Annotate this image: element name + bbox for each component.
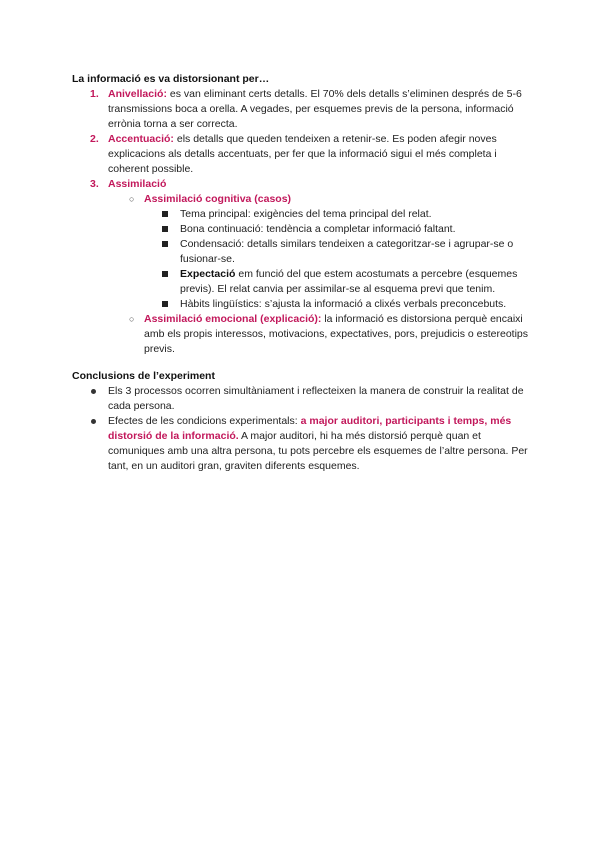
term-label: Assimilació [108, 178, 167, 190]
term-label: Anivellació: [108, 88, 167, 100]
sublist-item-cognitiva [72, 192, 532, 207]
spacer [72, 357, 532, 369]
document-page [72, 72, 532, 474]
subsub-text: Tema principal: exigències del tema principal del relat. [180, 208, 432, 220]
square-bullet-icon [162, 301, 168, 307]
term-label: Accentuació: [108, 133, 174, 145]
list-item-accentuacio [72, 132, 532, 177]
subsub-text: Hàbits lingüístics: s’ajusta la informació a clixés verbals preconcebuts. [180, 298, 507, 310]
subsub-item-condensacio [72, 237, 532, 267]
subterm-label: Assimilació cognitiva (casos) [144, 193, 292, 205]
bullet-dot-icon [91, 419, 96, 424]
section-heading-distortion: La informació es va distorsionant per… [72, 73, 270, 85]
subsub-text: em funció del que estem acostumats a percebre (esquemes previs). El relat canvia per assimilar-se al esquema previ que tenim. [180, 268, 518, 295]
subsub-item-tema [72, 207, 532, 222]
conclusion-bullet-processos [72, 384, 532, 414]
list-item-assimilacio [72, 177, 532, 192]
square-bullet-icon [162, 241, 168, 247]
subterm-label: Assimilació emocional (explicació): [144, 313, 322, 325]
sublist-item-emocional [72, 312, 532, 357]
square-bullet-icon [162, 271, 168, 277]
bullet-dot-icon [91, 389, 96, 394]
hollow-circle-bullet-icon: ○ [129, 314, 135, 324]
section-heading-conclusions: Conclusions de l’experiment [72, 370, 215, 382]
bullet-text: Els 3 processos ocorren simultàniament i reflecteixen la manera de construir la realitat de cada persona. [108, 385, 524, 412]
conclusion-bullet-efectes [72, 414, 532, 474]
subterm-description: la informació es distorsiona perquè encaixi amb els propis interessos, motivacions, expectatives, pors, prejudicis o estereotips previs. [144, 313, 529, 355]
list-number: 1. [90, 88, 99, 100]
subsub-item-habits [72, 297, 532, 312]
list-item-anivellacio [72, 87, 532, 132]
subsub-text: Bona continuació: tendència a completar informació faltant. [180, 223, 456, 235]
square-bullet-icon [162, 211, 168, 217]
term-description: es van eliminant certs detalls. El 70% dels detalls s’eliminen després de 5-6 transmissions boca a orella. A vegades, per esquemes previs de la persona, informació errònia torna a ser correcta. [108, 88, 522, 130]
term-description: els detalls que queden tendeixen a retenir-se. Es poden afegir noves explicacions als detalls accentuats, per fer que la informació sigui el més completa i coherent possible. [108, 133, 497, 175]
bullet-text-after: A major auditori, hi ha més distorsió perquè quan et comuniques amb una altra persona, tu pots percebre els esquemes de l’altre persona. Per tant, en un auditori gran, graviten diferents esquemes. [108, 430, 528, 472]
hollow-circle-bullet-icon: ○ [129, 194, 135, 204]
bullet-highlight: a major auditori, participants i temps, més distorsió de la informació. [108, 415, 512, 442]
subsub-text: Condensació: detalls similars tendeixen a categoritzar-se i agrupar-se o fusionar-se. [180, 238, 514, 265]
square-bullet-icon [162, 226, 168, 232]
subsub-bold: Expectació [180, 268, 236, 280]
list-number: 2. [90, 133, 99, 145]
subsub-item-expectacio [72, 267, 532, 297]
subsub-item-continuacio [72, 222, 532, 237]
list-number: 3. [90, 178, 99, 190]
bullet-text: Efectes de les condicions experimentals: [108, 415, 301, 427]
